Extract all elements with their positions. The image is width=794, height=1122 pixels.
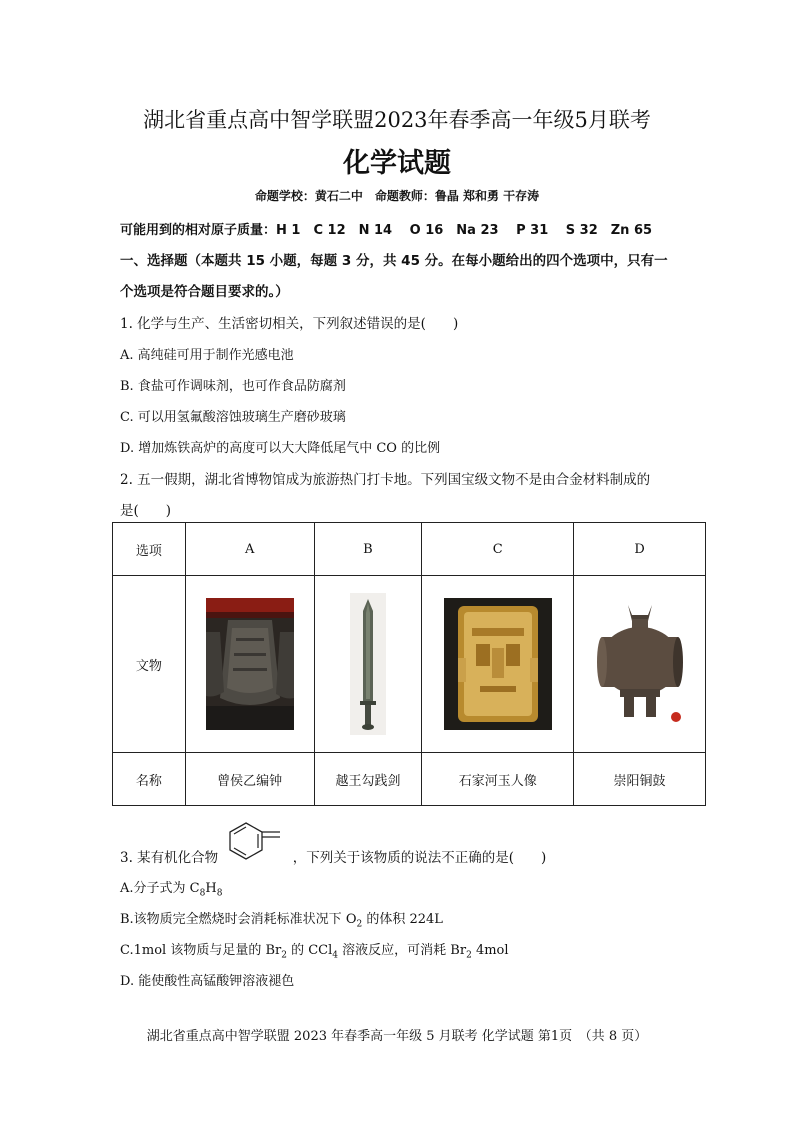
relic-c-cell bbox=[422, 576, 574, 753]
q1-option-a: A. 高纯硅可用于制作光感电池 bbox=[120, 348, 294, 363]
atomic-masses: 可能用到的相对原子质量：H 1 C 12 N 14 O 16 Na 23 P 31 S 32 Zn 65 bbox=[120, 223, 653, 238]
q3-option-a: A.分子式为 $C_8H_8$ bbox=[120, 881, 223, 899]
option-d-cell: D bbox=[574, 523, 706, 576]
bronze-bells-image bbox=[206, 598, 294, 730]
q2-stem-line1: 2. 五一假期，湖北省博物馆成为旅游热门打卡地。下列国宝级文物不是由合金材料制成的 bbox=[120, 472, 651, 488]
page-footer: 湖北省重点高中智学联盟 2023 年春季高一年级 5 月联考 化学试题 第1页 （共 8 页） bbox=[146, 1029, 648, 1044]
relic-name-a: 曾侯乙编钟 bbox=[185, 753, 314, 806]
relic-name-c: 石家河玉人像 bbox=[422, 753, 574, 806]
option-b-cell: B bbox=[314, 523, 422, 576]
relic-name-b: 越王勾践剑 bbox=[314, 753, 422, 806]
q2-stem-line2: 是( ) bbox=[120, 503, 172, 519]
option-c-cell: C bbox=[422, 523, 574, 576]
relics-table bbox=[112, 522, 706, 806]
q3-option-b: B.该物质完全燃烧时会消耗标准状况下 $O_2$ 的体积 224L bbox=[120, 912, 443, 930]
q3-stem-start: 3. 某有机化合物 bbox=[120, 850, 219, 866]
option-a-cell: A bbox=[185, 523, 314, 576]
q1-option-b: B. 食盐可作调味剂，也可作食品防腐剂 bbox=[120, 379, 346, 394]
q1-option-d: D. 增加炼铁高炉的高度可以大大降低尾气中 CO 的比例 bbox=[120, 441, 441, 456]
authors-line: 命题学校：黄石二中 命题教师：鲁晶 郑和勇 干存涛 bbox=[254, 189, 540, 203]
q1-option-c: C. 可以用氢氟酸溶蚀玻璃生产磨砂玻璃 bbox=[120, 410, 346, 425]
subject-title: 化学试题 bbox=[343, 148, 451, 179]
relic-d-cell bbox=[574, 576, 706, 753]
relic-a-cell bbox=[185, 576, 314, 753]
q3-option-c: C.1mol 该物质与足量的 $Br_2$ 的 CCl$_4$ 溶液反应，可消耗 $Br_2$ 4mol bbox=[120, 943, 509, 961]
q3-option-d: D. 能使酸性高锰酸钾溶液褪色 bbox=[120, 974, 295, 989]
styrene-structure-diagram bbox=[224, 819, 286, 869]
bronze-sword-image bbox=[350, 593, 386, 735]
exam-title: 湖北省重点高中智学联盟2023年春季高一年级5月联考 bbox=[143, 108, 651, 132]
name-label-cell: 名称 bbox=[113, 753, 186, 806]
relic-name-d: 崇阳铜鼓 bbox=[574, 753, 706, 806]
jade-figure-image bbox=[444, 598, 552, 730]
header-label-cell: 选项 bbox=[113, 523, 186, 576]
relic-b-cell bbox=[314, 576, 422, 753]
section-heading-line1: 一、选择题（本题共 15 小题，每题 3 分，共 45 分。在每小题给出的四个选项中，只有一 bbox=[120, 253, 668, 269]
q3-stem bbox=[120, 846, 546, 869]
q1-stem: 1. 化学与生产、生活密切相关，下列叙述错误的是( ) bbox=[120, 316, 459, 332]
q3-stem-end: ，下列关于该物质的说法不正确的是( ) bbox=[292, 850, 547, 866]
relic-label-cell: 文物 bbox=[113, 576, 186, 753]
bronze-drum-image bbox=[594, 601, 686, 727]
section-heading-line2: 个选项是符合题目要求的。） bbox=[120, 284, 289, 300]
